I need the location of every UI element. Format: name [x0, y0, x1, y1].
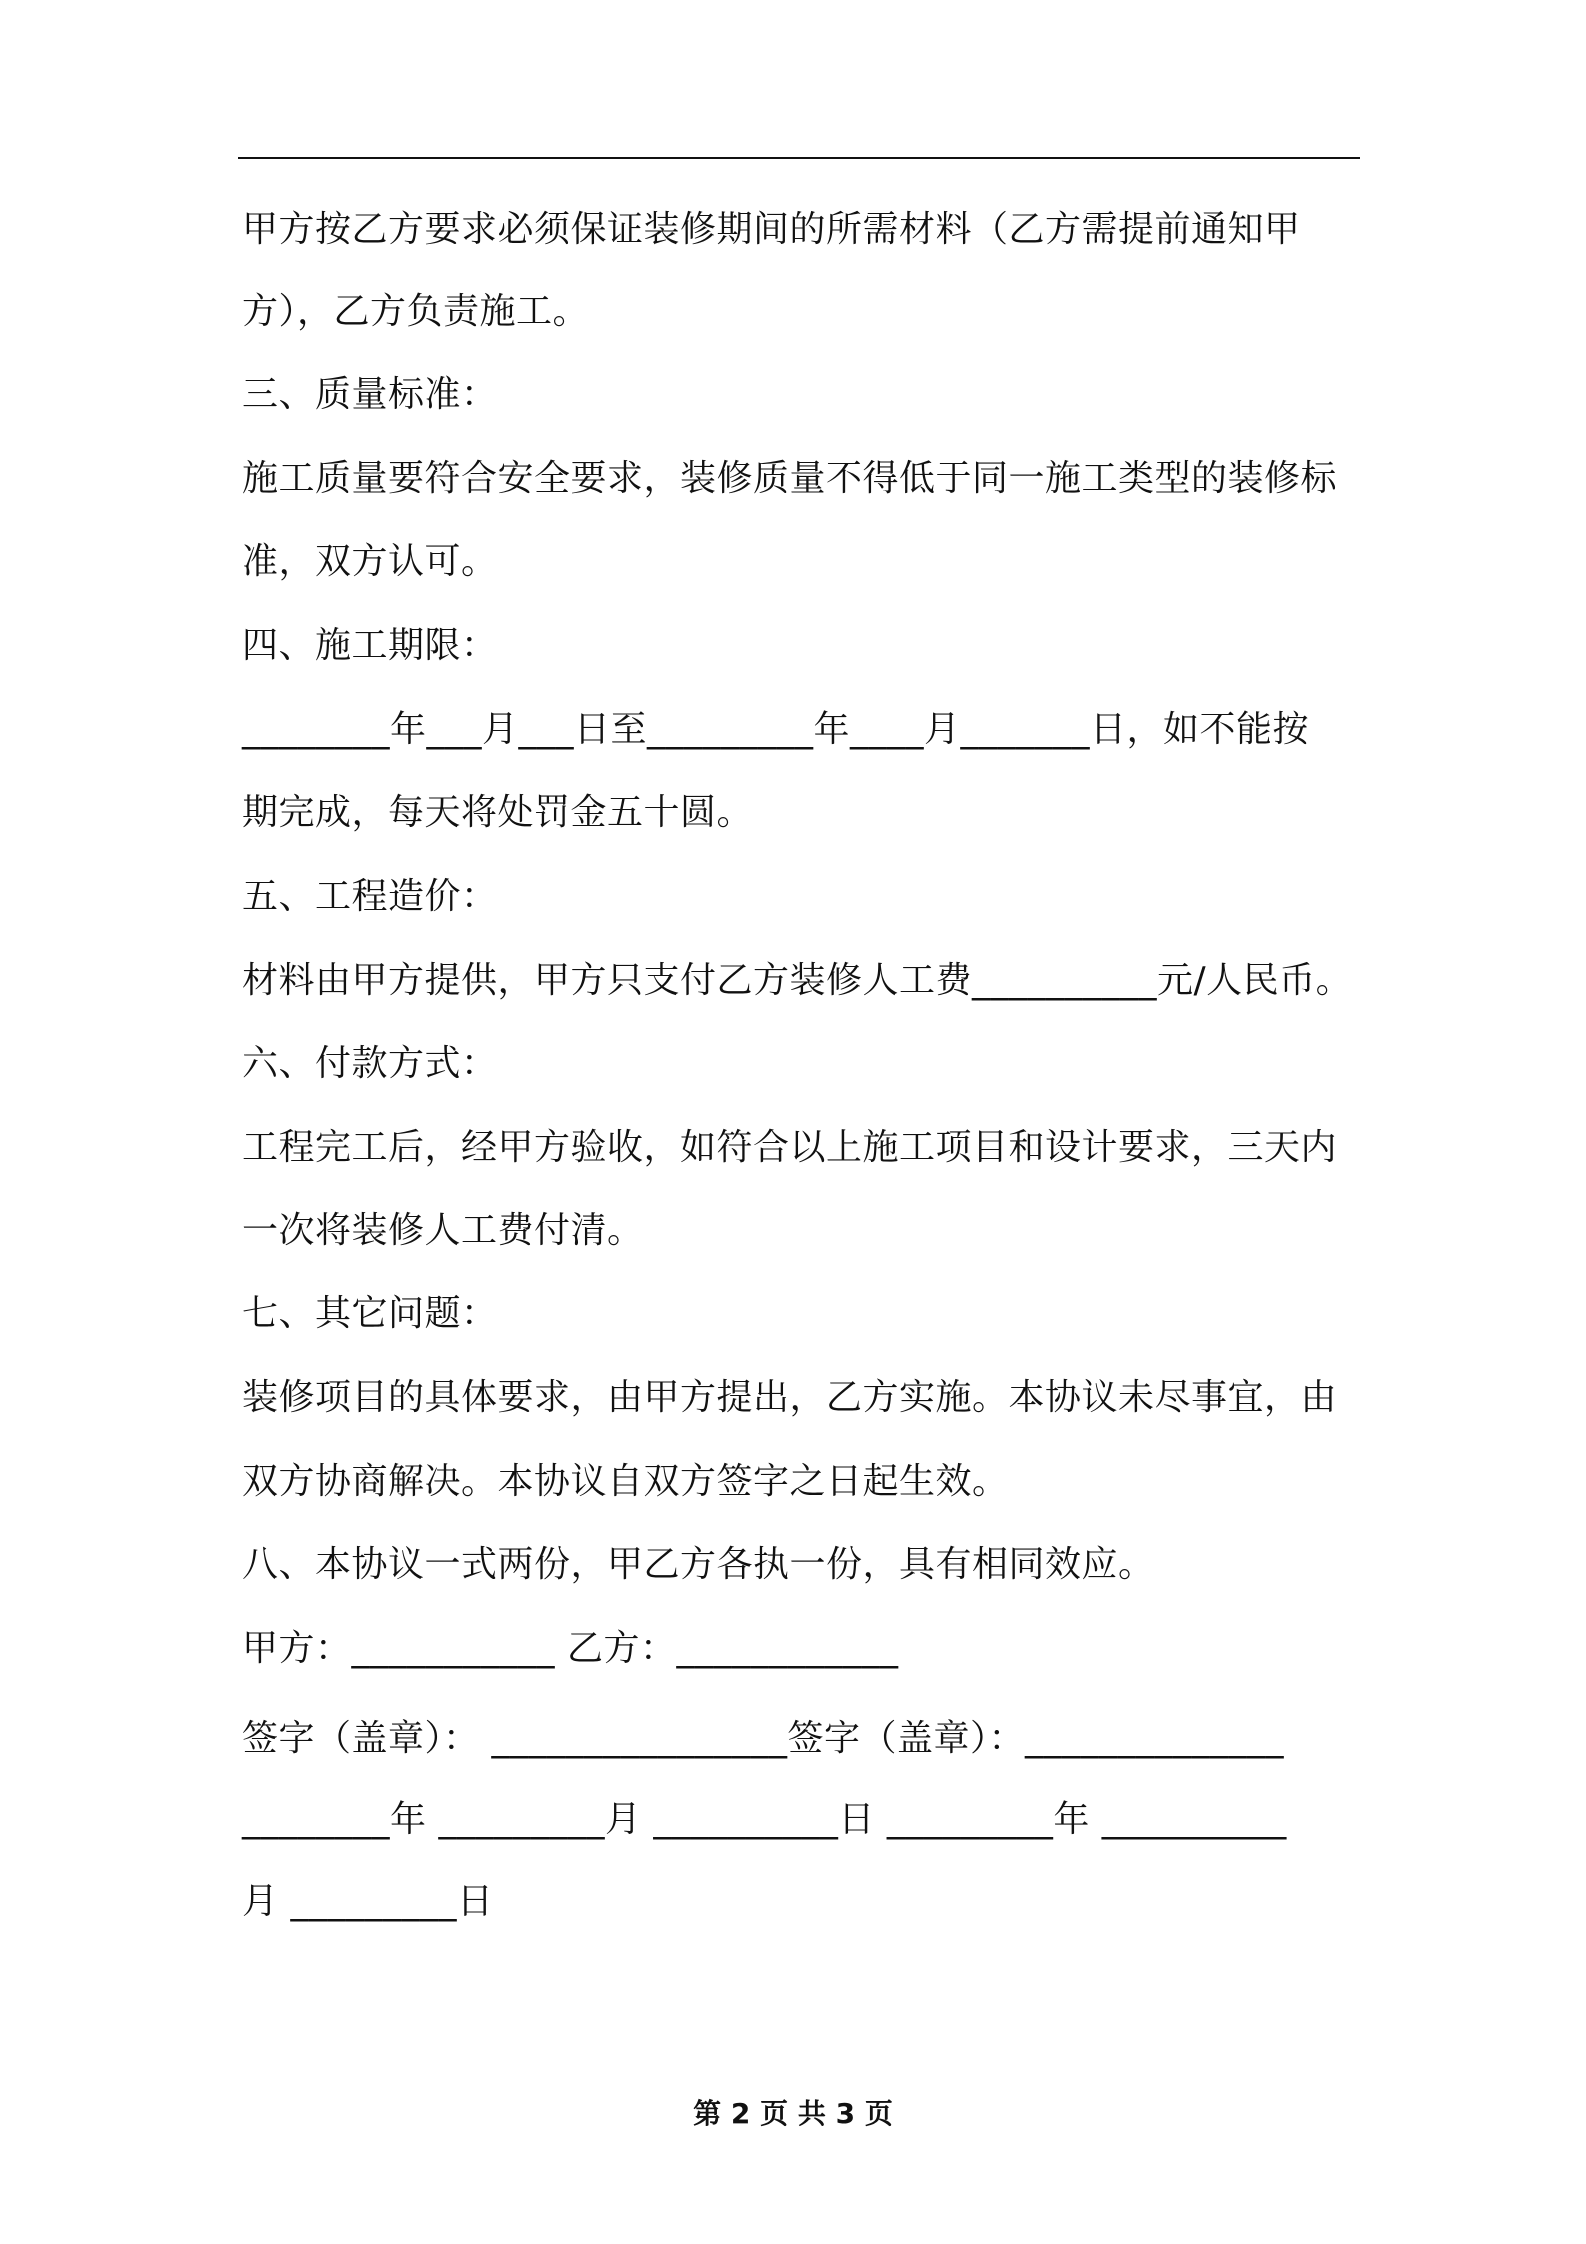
section-heading-payment: 六、付款方式：	[242, 1043, 498, 1084]
body-line-cost: 材料由甲方提供，甲方只支付乙方装修人工费__________元/人民币。	[242, 960, 1353, 1001]
signature-line: 签字（盖章）： ________________签字（盖章）：______________	[242, 1718, 1284, 1759]
body-line-period-1: ________年___月___日至_________年____月_______日，如不能按	[242, 709, 1310, 750]
date-line-1: ________年 _________月 __________日 _________年 __________	[242, 1799, 1287, 1840]
section-heading-cost: 五、工程造价：	[242, 876, 498, 917]
date-line-2: 月 _________日	[242, 1881, 494, 1922]
page-number: 第 2 页 共 3 页	[693, 2097, 893, 2130]
section-heading-quality: 三、质量标准：	[242, 374, 498, 415]
body-line-period-2: 期完成，每天将处罚金五十圆。	[242, 792, 754, 833]
body-line-quality-1: 施工质量要符合安全要求，装修质量不得低于同一施工类型的装修标	[242, 458, 1338, 499]
body-line-2: 方），乙方负责施工。	[242, 291, 590, 332]
header-rule	[238, 157, 1360, 159]
body-line-1: 甲方按乙方要求必须保证装修期间的所需材料（乙方需提前通知甲	[242, 209, 1301, 250]
party-line: 甲方：___________ 乙方：____________	[242, 1628, 899, 1669]
section-heading-other: 七、其它问题：	[242, 1293, 498, 1334]
body-line-copies: 八、本协议一式两份，甲乙方各执一份，具有相同效应。	[242, 1544, 1155, 1585]
body-line-other-1: 装修项目的具体要求，由甲方提出，乙方实施。本协议未尽事宜，由	[242, 1377, 1338, 1418]
body-line-quality-2: 准，双方认可。	[242, 541, 498, 582]
body-line-other-2: 双方协商解决。本协议自双方签字之日起生效。	[242, 1461, 1009, 1502]
section-heading-period: 四、施工期限：	[242, 625, 498, 666]
body-line-payment-2: 一次将装修人工费付清。	[242, 1210, 644, 1251]
body-line-payment-1: 工程完工后，经甲方验收，如符合以上施工项目和设计要求，三天内	[242, 1127, 1338, 1168]
